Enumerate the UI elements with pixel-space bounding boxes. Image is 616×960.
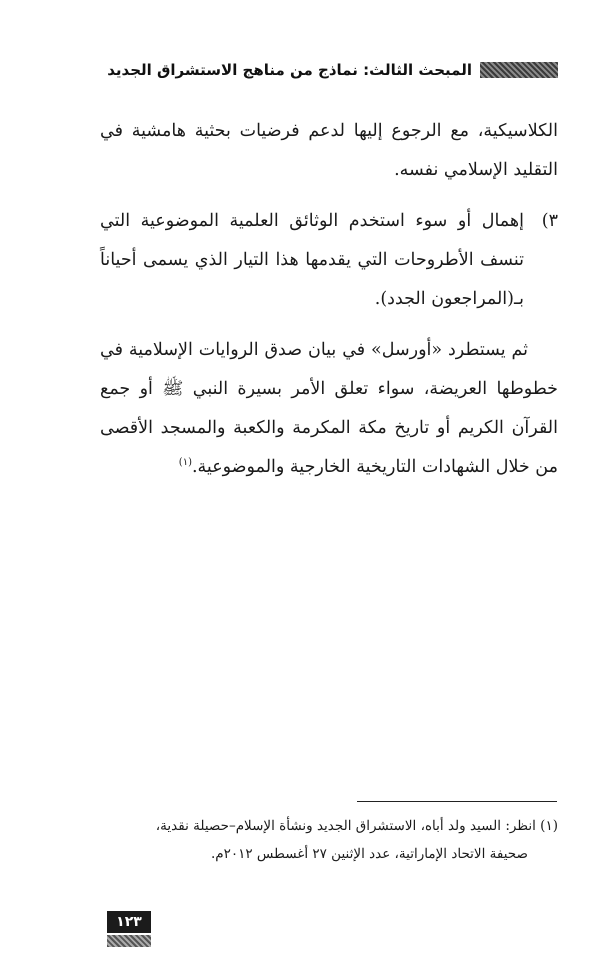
paragraph-continuation: الكلاسيكية، مع الرجوع إليها لدعم فرضيات بحثية هامشية في التقليد الإسلامي نفسه. [100,121,558,180]
footnotes [100,812,558,868]
item-number: ٣) [541,211,558,231]
numbered-item-3 [100,202,558,319]
body-text [100,112,558,497]
paragraph-orsel-text: ثم يستطرد «أورسل» في بيان صدق الروايات الإسلامية في خطوطها العريضة، سواء تعلق الأمر بسيرة النبي ﷺ أو جمع القرآن الكريم أو تاريخ مكة المكرمة والكعبة والمسجد الأقصى من خلال الشهادات التاريخية الخارجية والموضوعية. [100,340,558,477]
item-text: إهمال أو سوء استخدم الوثائق العلمية الموضوعية التي تنسف الأطروحات التي يقدمها هذا التيار الذي يسمى أحياناً بـ(المراجعون الجدد). [100,211,524,309]
footnote-separator [357,801,557,802]
paragraph-orsel [100,331,558,487]
running-header [96,56,558,84]
footnote-reference: (١) [178,457,192,469]
header-title: المبحث الثالث: نماذج من مناهج الاستشراق الجديد [107,61,472,79]
footnote-1-line-2: صحيفة الاتحاد الإماراتية، عدد الإثنين ٢٧ أغسطس ٢٠١٢م. [210,846,528,862]
page-number-decorative-strip [107,935,151,947]
header-decorative-bar [480,62,558,78]
page-number: ١٢٣ [107,911,151,933]
footnote-1-line-1: (١) انظر: السيد ولد أباه، الاستشراق الجديد ونشأة الإسلام–حصيلة نقدية، [155,818,558,834]
